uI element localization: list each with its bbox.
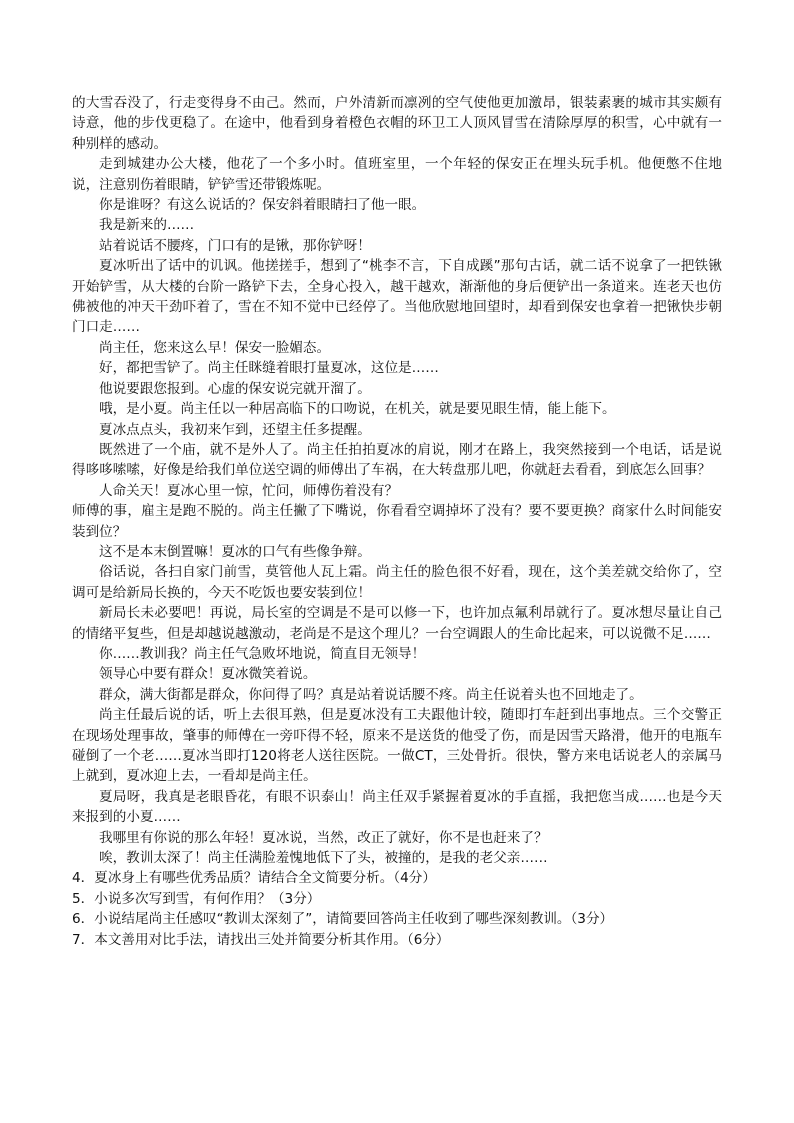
paragraph: 夏冰听出了话中的讥讽。他搓搓手，想到了“桃李不言，下自成蹊”那句古话，就二话不说拿了一把铁锹开始铲雪，从大楼的台阶一路铲下去，全身心投入，越干越欢，渐渐他的身后便铲出一条道来。连老天也仿佛被他的冲天干劲吓着了，雪在不知不觉中已经停了。当他欣慰地回望时，却看到保安也拿着一把锹快步朝门口走…… [72,258,722,336]
paragraph: 站着说话不腰疼，门口有的是锹，那你铲呀！ [99,237,371,254]
paragraph: 好，都把雪铲了。尚主任眯缝着眼打量夏冰，这位是…… [99,360,439,377]
question-item: 5．小说多次写到雪，有何作用？（3分） [72,890,321,907]
paragraph: 夏冰点点头，我初来乍到，还望主任多提醒。 [99,421,371,438]
paragraph: 尚主任最后说的话，听上去很耳熟，但是夏冰没有工夫跟他计较，随即打车赶到出事地点。三个交警正在现场处理事故，肇事的师傅在一旁吓得不轻，原来不是送货的他受了伤，而是因雪天路滑，他开的电瓶车碰倒了一个老……夏冰当即打120将老人送往医院。一做CT，三处骨折。很快，警方来电话说老人的亲属马上就到，夏冰迎上去，一看却是尚主任。 [72,707,722,785]
paragraph: 你……教训我？尚主任气急败坏地说，简直目无领导！ [99,645,426,662]
question-item: 4．夏冰身上有哪些优秀品质？请结合全文简要分析。（4分） [72,870,436,887]
paragraph: 俗话说，各扫自家门前雪，莫管他人瓦上霜。尚主任的脸色很不好看，现在，这个美差就交给你了，空调可是给新局长换的，今天不吃饭也要安装到位！ [72,564,722,601]
paragraph: 尚主任，您来这么早！保安一脸媚态。 [99,339,331,356]
paragraph: 群众，满大街都是群众，你问得了吗？真是站着说话腰不疼。尚主任说着头也不回地走了。 [99,686,643,703]
paragraph: 我是新来的…… [99,217,195,234]
document-page [72,93,722,950]
paragraph: 夏局呀，我真是老眼昏花，有眼不识泰山！尚主任双手紧握着夏冰的手直摇，我把您当成……也是今天来报到的小夏…… [72,788,722,826]
paragraph: 领导心中要有群众！夏冰微笑着说。 [99,666,317,683]
paragraph: 哦，是小夏。尚主任以一种居高临下的口吻说，在机关，就是要见眼生情，能上能下。 [99,401,616,418]
paragraph: 他说要跟您报到。心虚的保安说完就开溜了。 [99,380,371,397]
paragraph: 人命关天！夏冰心里一惊，忙问，师傅伤着没有？ [99,482,399,499]
paragraph: 唉，教训太深了！尚主任满脸羞愧地低下了头，被撞的，是我的老父亲…… [99,850,548,867]
paragraph: 师傅的事，雇主是跑不脱的。尚主任撇了下嘴说，你看看空调掉坏了没有？要不要更换？商家什么时间能安装到位？ [72,503,722,540]
question-list [72,868,722,950]
paragraph: 既然进了一个庙，就不是外人了。尚主任拍拍夏冰的肩说，刚才在路上，我突然接到一个电话，话是说得哆哆嗦嗦，好像是给我们单位送空调的师傅出了车祸，在大转盘那儿吧，你就赶去看看，到底怎么回事？ [72,441,722,479]
story-text [72,93,722,868]
paragraph: 我哪里有你说的那么年轻！夏冰说，当然，改正了就好，你不是也赶来了？ [99,829,548,846]
paragraph: 新局长未必要吧！再说，局长室的空调是不是可以修一下，也许加点氟利昂就行了。夏冰想尽量让自己的情绪平复些，但是却越说越激动，老尚是不是这个理儿？一台空调跟人的生命比起来，可以说微不足…… [72,605,722,642]
question-item: 7．本文善用对比手法，请找出三处并简要分析其作用。（6分） [72,931,450,948]
paragraph: 走到城建办公大楼，他花了一个多小时。值班室里，一个年轻的保安正在埋头玩手机。他便憋不住地说，注意别伤着眼睛，铲铲雪还带锻炼呢。 [72,156,722,193]
question-item: 6．小说结尾尚主任感叹“教训太深刻了”，请简要回答尚主任收到了哪些深刻教训。（3分） [72,911,614,928]
paragraph: 的大雪吞没了，行走变得身不由己。然而，户外清新而凛冽的空气使他更加激昂，银装素裹的城市其实颇有诗意，他的步伐更稳了。在途中，他看到身着橙色衣帽的环卫工人顶风冒雪在清除厚厚的积雪，心中就有一种别样的感动。 [72,95,722,152]
paragraph: 这不是本末倒置嘛！夏冰的口气有些像争辩。 [99,543,371,560]
paragraph: 你是谁呀？有这么说话的？保安斜着眼睛扫了他一眼。 [99,197,426,214]
